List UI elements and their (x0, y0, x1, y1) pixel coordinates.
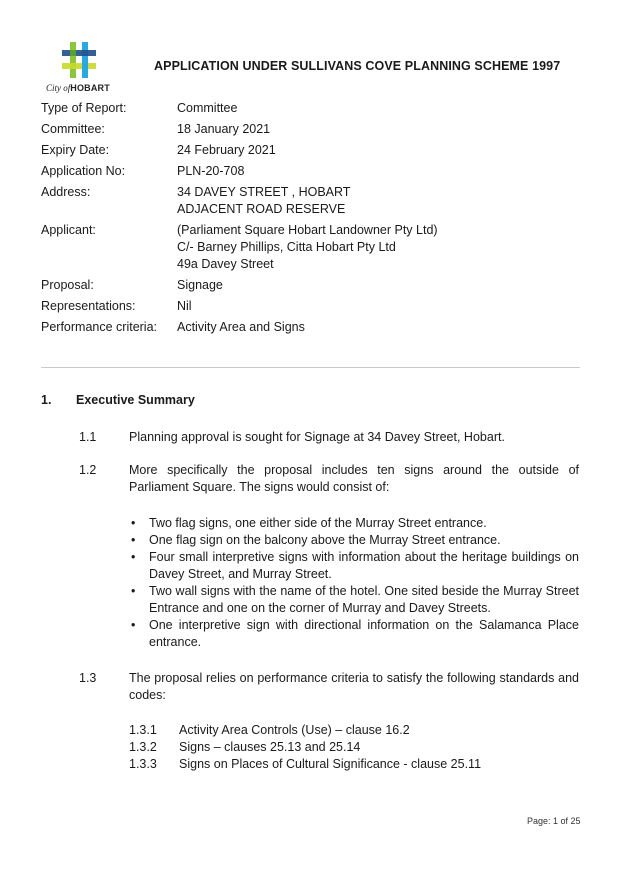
detail-label: Expiry Date: (41, 143, 110, 157)
detail-value-line: PLN-20-708 (177, 164, 245, 178)
detail-value (177, 319, 581, 336)
section-title: Executive Summary (76, 393, 195, 407)
detail-row (41, 100, 581, 117)
logo-wordmark (46, 83, 110, 93)
detail-value-line: 24 February 2021 (177, 143, 276, 157)
paragraph-1-3 (79, 670, 579, 704)
list-item (129, 515, 579, 532)
list-item-text: One flag sign on the balcony above the Murray Street entrance. (149, 533, 501, 547)
logo-hobart-text: HOBART (70, 83, 110, 93)
detail-value-line: Nil (177, 299, 192, 313)
detail-row (41, 142, 581, 159)
detail-label: Representations: (41, 299, 136, 313)
list-item-text: Two wall signs with the name of the hotel. One sited beside the Murray Street Entrance and one on the corner of Murray and Davey Streets. (149, 584, 579, 615)
subitem (129, 722, 579, 739)
detail-label: Application No: (41, 164, 126, 178)
subitem-number: 1.3.2 (129, 740, 157, 754)
bullet-icon: • (131, 584, 136, 598)
subitem (129, 739, 579, 756)
detail-row (41, 121, 581, 138)
hobart-logo-mark-icon (62, 42, 96, 78)
application-details (41, 100, 581, 340)
detail-value-line: (Parliament Square Hobart Landowner Pty Ltd) (177, 223, 438, 237)
bullet-icon: • (131, 618, 136, 632)
detail-value-line: Activity Area and Signs (177, 320, 305, 334)
section-heading (41, 393, 195, 407)
detail-value (177, 100, 581, 117)
detail-label: Address: (41, 185, 91, 199)
detail-value (177, 298, 581, 315)
detail-value-line: 18 January 2021 (177, 122, 271, 136)
detail-value (177, 163, 581, 180)
page-number: Page: 1 of 25 (527, 816, 581, 826)
detail-row (41, 184, 581, 218)
detail-row (41, 163, 581, 180)
paragraph-1-1 (79, 429, 579, 446)
subitem-number: 1.3.1 (129, 723, 157, 737)
detail-label: Committee: (41, 122, 105, 136)
detail-label: Performance criteria: (41, 320, 158, 334)
detail-row (41, 277, 581, 294)
detail-row (41, 222, 581, 273)
section-number: 1. (41, 393, 52, 407)
paragraph-1-2 (79, 462, 579, 496)
paragraph-number: 1.3 (79, 671, 97, 685)
subitem-text: Signs – clauses 25.13 and 25.14 (179, 740, 361, 754)
detail-label: Type of Report: (41, 101, 127, 115)
detail-value-line: Signage (177, 278, 223, 292)
detail-value (177, 277, 581, 294)
paragraph-number: 1.1 (79, 430, 97, 444)
detail-value-line: Committee (177, 101, 238, 115)
paragraph-text: Planning approval is sought for Signage at 34 Davey Street, Hobart. (129, 430, 505, 444)
subitem (129, 756, 579, 773)
subitem-text: Signs on Places of Cultural Significance - clause 25.11 (179, 757, 482, 771)
subitem-number: 1.3.3 (129, 757, 157, 771)
sign-list (129, 515, 579, 651)
list-item-text: Two flag signs, one either side of the Murray Street entrance. (149, 516, 487, 530)
list-item-text: One interpretive sign with directional information on the Salamanca Place entrance. (149, 618, 579, 649)
detail-value-line: ADJACENT ROAD RESERVE (177, 202, 346, 216)
subitem-text: Activity Area Controls (Use) – clause 16.2 (179, 723, 410, 737)
detail-value (177, 121, 581, 138)
list-item (129, 549, 579, 583)
list-item-text: Four small interpretive signs with information about the heritage buildings on Davey Street, and Murray Street. (149, 550, 579, 581)
list-item (129, 583, 579, 617)
paragraph-text: More specifically the proposal includes ten signs around the outside of Parliament Square. The signs would consist of: (129, 463, 579, 494)
section-divider (41, 367, 580, 368)
detail-value-line: 49a Davey Street (177, 257, 274, 271)
detail-label: Proposal: (41, 278, 94, 292)
bullet-icon: • (131, 550, 136, 564)
bullet-icon: • (131, 516, 136, 530)
document-title: APPLICATION UNDER SULLIVANS COVE PLANNING SCHEME 1997 (154, 59, 561, 73)
city-of-hobart-logo (44, 42, 120, 96)
bullet-icon: • (131, 533, 136, 547)
detail-value (177, 222, 581, 273)
paragraph-text: The proposal relies on performance criteria to satisfy the following standards and codes: (129, 671, 579, 702)
detail-value (177, 184, 581, 218)
detail-value-line: C/- Barney Phillips, Citta Hobart Pty Ltd (177, 240, 396, 254)
detail-row (41, 298, 581, 315)
detail-row (41, 319, 581, 336)
paragraph-number: 1.2 (79, 463, 97, 477)
detail-value (177, 142, 581, 159)
logo-city-text: City of (46, 83, 71, 93)
standards-list (129, 722, 579, 773)
detail-label: Applicant: (41, 223, 96, 237)
list-item (129, 532, 579, 549)
list-item (129, 617, 579, 651)
detail-value-line: 34 DAVEY STREET , HOBART (177, 185, 351, 199)
